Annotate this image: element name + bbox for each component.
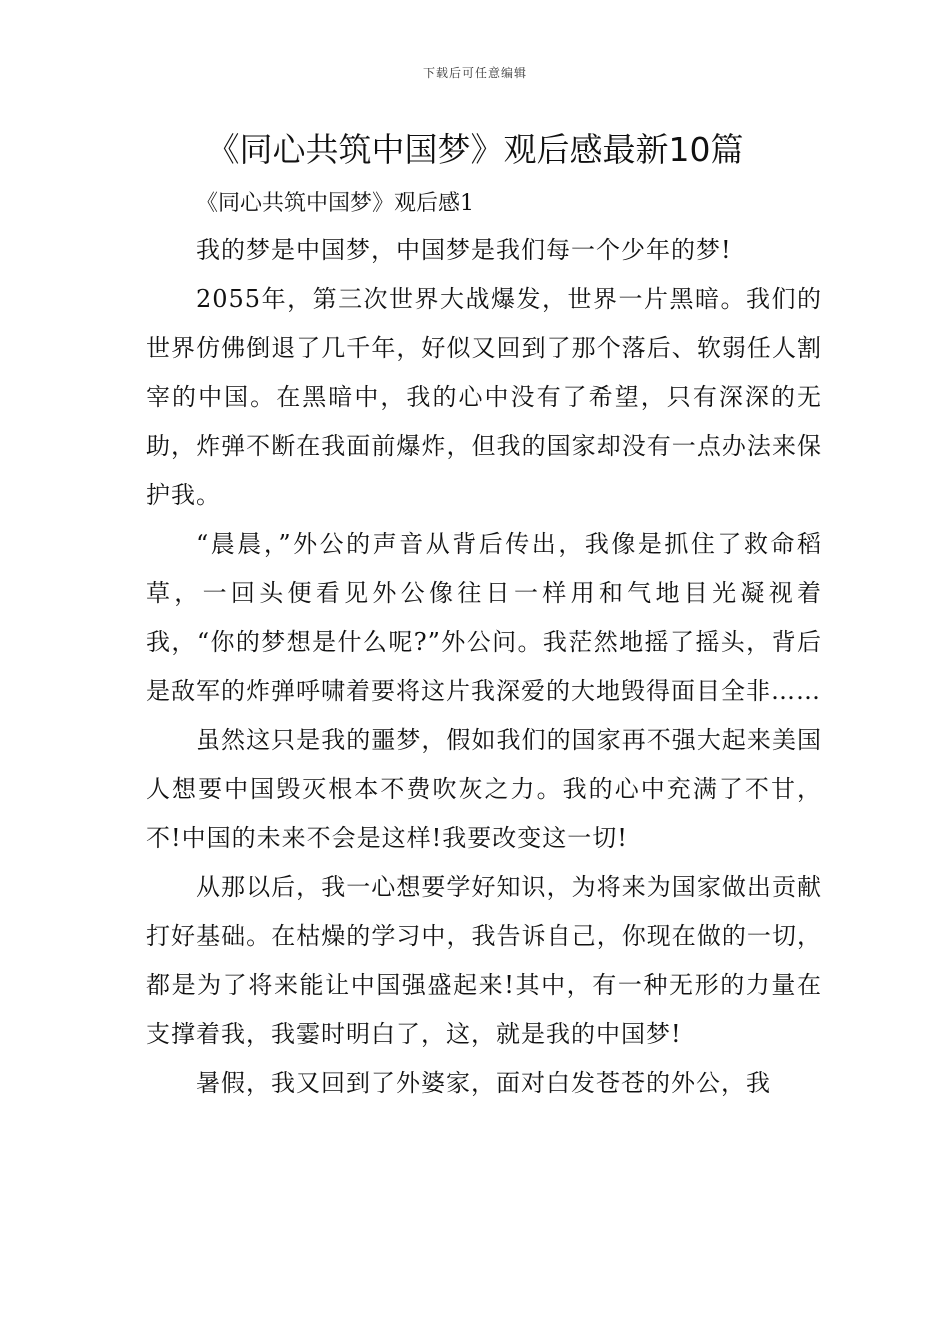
document-title: 《同心共筑中国梦》观后感最新10篇	[206, 130, 744, 169]
body-text	[146, 226, 822, 1108]
paragraph-6: 暑假，我又回到了外婆家，面对白发苍苍的外公，我	[196, 1069, 771, 1097]
paragraph-3: “晨晨，”外公的声音从背后传出，我像是抓住了救命稻草，一回头便看见外公像往日一样用和气地目光凝视着我，“你的梦想是什么呢?”外公问。我茫然地摇了摇头，背后是敌军的炸弹呼啸着要将这片我深爱的大地毁得面目全非……	[146, 530, 822, 705]
paragraph-1: 我的梦是中国梦，中国梦是我们每一个少年的梦!	[196, 236, 732, 264]
section-subtitle: 《同心共筑中国梦》观后感1	[196, 191, 474, 216]
page-header-note: 下载后可任意编辑	[422, 66, 527, 80]
paragraph-2: 2055年，第三次世界大战爆发，世界一片黑暗。我们的世界仿佛倒退了几千年，好似又回到了那个落后、软弱任人割宰的中国。在黑暗中，我的心中没有了希望，只有深深的无助，炸弹不断在我面前爆炸，但我的国家却没有一点办法来保护我。	[146, 285, 822, 509]
paragraph-4: 虽然这只是我的噩梦，假如我们的国家再不强大起来美国人想要中国毁灭根本不费吹灰之力。我的心中充满了不甘，不!中国的未来不会是这样!我要改变这一切!	[146, 726, 822, 852]
paragraph-5: 从那以后，我一心想要学好知识，为将来为国家做出贡献打好基础。在枯燥的学习中，我告诉自己，你现在做的一切，都是为了将来能让中国强盛起来!其中，有一种无形的力量在支撑着我，我霎时明白了，这，就是我的中国梦!	[146, 873, 822, 1048]
